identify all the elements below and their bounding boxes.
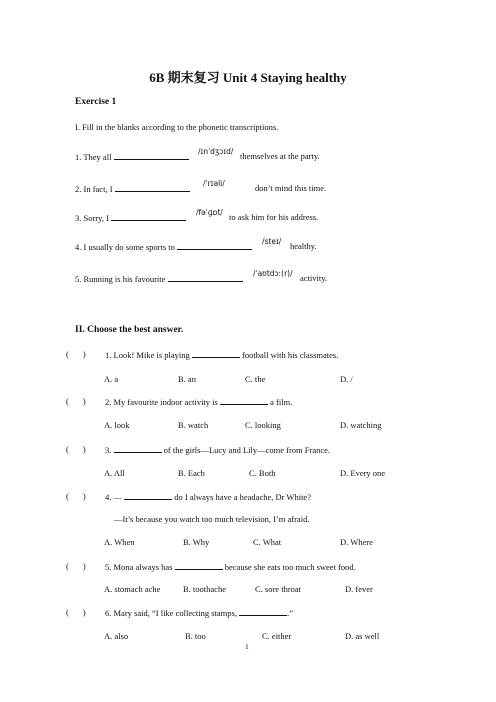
question-text: 2. My favourite indoor activity is bbox=[105, 397, 218, 407]
question-text-tail: a film. bbox=[270, 397, 293, 407]
answer-paren-5[interactable] bbox=[66, 561, 86, 571]
question-4-response: —It’s because you watch too much television, I’m afraid. bbox=[114, 514, 310, 524]
answer-blank[interactable] bbox=[192, 349, 240, 358]
answer-blank[interactable] bbox=[124, 491, 172, 500]
fill-item-text: 4. I usually do some sports to bbox=[75, 242, 175, 252]
question-text: 1. Look! Mike is playing bbox=[105, 350, 190, 360]
paren-close: ) bbox=[82, 396, 86, 406]
fill-item-5-tail: activity. bbox=[300, 273, 328, 283]
paren-close: ) bbox=[82, 561, 86, 571]
section1-heading: I. Fill in the blanks according to the phonetic transcriptions. bbox=[75, 122, 279, 132]
paren-open: ( bbox=[66, 396, 69, 406]
answer-blank[interactable] bbox=[220, 396, 268, 405]
option-4c[interactable]: C. What bbox=[253, 537, 282, 547]
option-5b[interactable]: B. toothache bbox=[183, 584, 226, 594]
option-3d[interactable]: D. Every one bbox=[340, 468, 386, 478]
section2-heading: II. Choose the best answer. bbox=[75, 325, 184, 335]
option-2c[interactable]: C. looking bbox=[245, 420, 281, 430]
answer-blank[interactable] bbox=[114, 444, 162, 453]
fill-item-4 bbox=[75, 241, 252, 252]
paren-open: ( bbox=[66, 491, 69, 501]
option-5d[interactable]: D. fever bbox=[345, 584, 373, 594]
fill-item-text: 5. Running is his favourite bbox=[75, 274, 166, 284]
answer-paren-2[interactable] bbox=[66, 396, 86, 406]
answer-blank[interactable] bbox=[115, 183, 190, 192]
question-text-tail: do I always have a headache, Dr White? bbox=[174, 492, 311, 502]
question-text-tail: because she eats too much sweet food. bbox=[224, 562, 356, 572]
fill-item-1-tail: themselves at the party. bbox=[240, 151, 320, 161]
question-3 bbox=[105, 444, 330, 455]
fill-item-3 bbox=[75, 212, 186, 223]
option-5a[interactable]: A. stomach ache bbox=[104, 584, 161, 594]
option-6d[interactable]: D. as well bbox=[345, 631, 380, 641]
option-5c[interactable]: C. sore throat bbox=[255, 584, 302, 594]
question-text-tail: .” bbox=[287, 608, 293, 618]
option-3a[interactable]: A. All bbox=[104, 468, 125, 478]
option-1a[interactable]: A. a bbox=[104, 374, 119, 384]
question-text: 3. bbox=[105, 445, 112, 455]
paren-close: ) bbox=[82, 444, 86, 454]
question-4 bbox=[105, 491, 311, 502]
answer-blank[interactable] bbox=[177, 241, 252, 250]
page-title: 6B 期末复习 Unit 4 Staying healthy bbox=[149, 70, 347, 85]
paren-open: ( bbox=[66, 561, 69, 571]
phonetic-5: /ˈaʊtdɔː(r)/ bbox=[253, 269, 293, 278]
option-4d[interactable]: D. Where bbox=[340, 537, 373, 547]
question-1 bbox=[105, 349, 338, 360]
phonetic-4: /steɪ/ bbox=[262, 237, 282, 246]
phonetic-3: /fəˈɡɒt/ bbox=[196, 208, 223, 217]
question-text: 4. — bbox=[105, 492, 122, 502]
question-text: 6. Mary said, “I like collecting stamps, bbox=[105, 608, 237, 618]
phonetic-1: /ɪnˈdʒɔɪd/ bbox=[198, 147, 234, 156]
answer-paren-1[interactable] bbox=[66, 349, 86, 359]
answer-paren-3[interactable] bbox=[66, 444, 86, 454]
fill-item-5 bbox=[75, 273, 243, 284]
answer-blank[interactable] bbox=[111, 212, 186, 221]
option-3b[interactable]: B. Each bbox=[178, 468, 205, 478]
question-6 bbox=[105, 607, 293, 618]
option-4b[interactable]: B. Why bbox=[183, 537, 210, 547]
fill-item-4-tail: healthy. bbox=[290, 241, 317, 251]
question-2 bbox=[105, 396, 292, 407]
answer-blank[interactable] bbox=[175, 561, 223, 570]
fill-item-text: 2. In fact, I bbox=[75, 184, 113, 194]
fill-item-text: 1. They all bbox=[75, 152, 112, 162]
option-1c[interactable]: C. the bbox=[245, 374, 266, 384]
paren-open: ( bbox=[66, 349, 69, 359]
paren-close: ) bbox=[82, 491, 86, 501]
option-6b[interactable]: B. too bbox=[185, 631, 206, 641]
option-6a[interactable]: A. also bbox=[104, 631, 129, 641]
question-text: 5. Mona always has bbox=[105, 562, 173, 572]
answer-paren-4[interactable] bbox=[66, 491, 86, 501]
answer-paren-6[interactable] bbox=[66, 607, 86, 617]
option-2b[interactable]: B. watch bbox=[178, 420, 209, 430]
paren-close: ) bbox=[82, 607, 86, 617]
phonetic-2: /ˈrɪəli/ bbox=[203, 179, 225, 188]
fill-item-text: 3. Sorry, I bbox=[75, 213, 109, 223]
answer-blank[interactable] bbox=[239, 607, 287, 616]
question-5 bbox=[105, 561, 356, 572]
page-number: 1 bbox=[245, 642, 249, 651]
option-4a[interactable]: A. When bbox=[104, 537, 135, 547]
fill-item-2 bbox=[75, 183, 190, 194]
option-3c[interactable]: C. Both bbox=[249, 468, 276, 478]
option-2d[interactable]: D. watching bbox=[340, 420, 382, 430]
option-1d[interactable]: D. / bbox=[340, 374, 353, 384]
fill-item-1 bbox=[75, 151, 189, 162]
answer-blank[interactable] bbox=[114, 151, 189, 160]
option-6c[interactable]: C. either bbox=[262, 631, 292, 641]
fill-item-3-tail: to ask him for his address. bbox=[229, 212, 319, 222]
answer-blank[interactable] bbox=[168, 273, 243, 282]
option-2a[interactable]: A. look bbox=[104, 420, 130, 430]
question-text-tail: of the girls—Lucy and Lily—come from France. bbox=[163, 445, 331, 455]
paren-open: ( bbox=[66, 444, 69, 454]
paren-close: ) bbox=[82, 349, 86, 359]
fill-item-2-tail: don’t mind this time. bbox=[255, 183, 327, 193]
option-1b[interactable]: B. an bbox=[178, 374, 196, 384]
exercise-label: Exercise 1 bbox=[75, 97, 117, 107]
question-text-tail: football with his classmates. bbox=[242, 350, 339, 360]
paren-open: ( bbox=[66, 607, 69, 617]
